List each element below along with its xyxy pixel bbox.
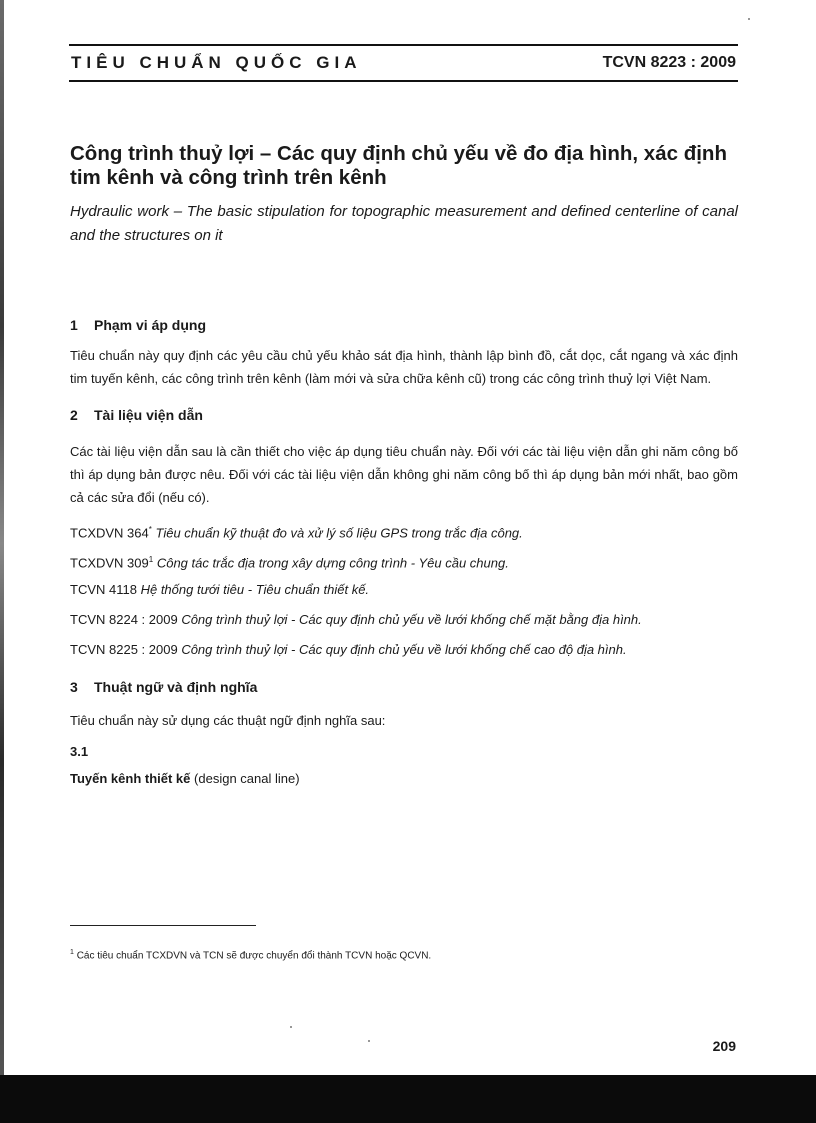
section-body: Tiêu chuẩn này sử dụng các thuật ngữ định nghĩa sau: [70,713,386,728]
reference-item: TCVN 4118 Hệ thống tưới tiêu - Tiêu chuẩn thiết kế. [70,582,370,597]
section-title: Phạm vi áp dụng [94,317,207,333]
scan-speck [368,1040,370,1042]
section-title: Tài liệu viện dẫn [94,407,203,423]
section-heading [70,679,738,695]
section-heading [70,317,738,333]
header-top-rule [69,44,738,46]
reference-list [70,515,738,665]
reference-item: TCXDVN 364* Tiêu chuẩn kỹ thuật đo và xử lý số liệu GPS trong trắc địa công. [70,525,523,541]
section-number: 1 [70,317,78,333]
section-body: Tiêu chuẩn này quy định các yêu cầu chủ yếu khảo sát địa hình, thành lập bình đồ, cắt dọc, cắt ngang và xác định tim tuyến kênh, các công trình trên kênh (làm mới và sửa chữa kênh cũ) trong các công trình thuỷ lợi Việt Nam. [70,348,738,386]
scan-speck [748,18,750,20]
footnote-text: Các tiêu chuẩn TCXDVN và TCN sẽ được chuyển đổi thành TCVN hoặc QCVN. [76,950,432,962]
header-bottom-rule [69,80,738,82]
footnote [70,949,431,961]
document-title: Công trình thuỷ lợi – Các quy định chủ yếu về đo địa hình, xác định tim kênh và công trình trên kênh [70,142,727,189]
document-subtitle-en: Hydraulic work – The basic stipulation for topographic measurement and defined centerline of canal and the structures on it [70,203,738,244]
section-body: Các tài liệu viện dẫn sau là cần thiết cho việc áp dụng tiêu chuẩn này. Đối với các tài liệu viện dẫn ghi năm công bố thì áp dụng bản được nêu. Đối với các tài liệu viện dẫn không ghi năm công bố thì áp dụng bản mới nhất, bao gồm cả các sửa đổi (nếu có). [70,444,738,505]
clause-number: 3.1 [70,744,89,759]
standard-series-label: TIÊU CHUẨN QUỐC GIA [71,53,362,72]
footnote-mark: 1 [70,949,74,956]
scan-speck [290,1026,292,1028]
reference-item: TCVN 8224 : 2009 Công trình thuỷ lợi - Các quy định chủ yếu về lưới khống chế mặt bằng địa hình. [70,612,642,627]
standard-code: TCVN 8223 : 2009 [602,54,736,71]
term-definition [70,767,738,790]
section-3 [70,679,738,790]
section-2 [70,407,738,665]
reference-item: TCVN 8225 : 2009 Công trình thuỷ lợi - Các quy định chủ yếu về lưới khống chế cao độ địa hình. [70,642,627,657]
footnote-separator [70,925,256,926]
scan-bottom-band [0,1075,816,1123]
term: Tuyến kênh thiết kế [70,771,191,786]
section-heading [70,407,738,423]
term-english: (design canal line) [194,771,300,786]
section-number: 2 [70,407,78,423]
scan-left-edge [0,0,4,1088]
reference-item: TCXDVN $309^1$ Công tác trắc địa trong xây dựng công trình - Yêu cầu chung. [70,555,509,571]
section-number: 3 [70,679,78,695]
page-number: 209 [712,1038,736,1054]
section-title: Thuật ngữ và định nghĩa [94,679,258,695]
page-content [70,142,738,790]
section-1 [70,317,738,390]
